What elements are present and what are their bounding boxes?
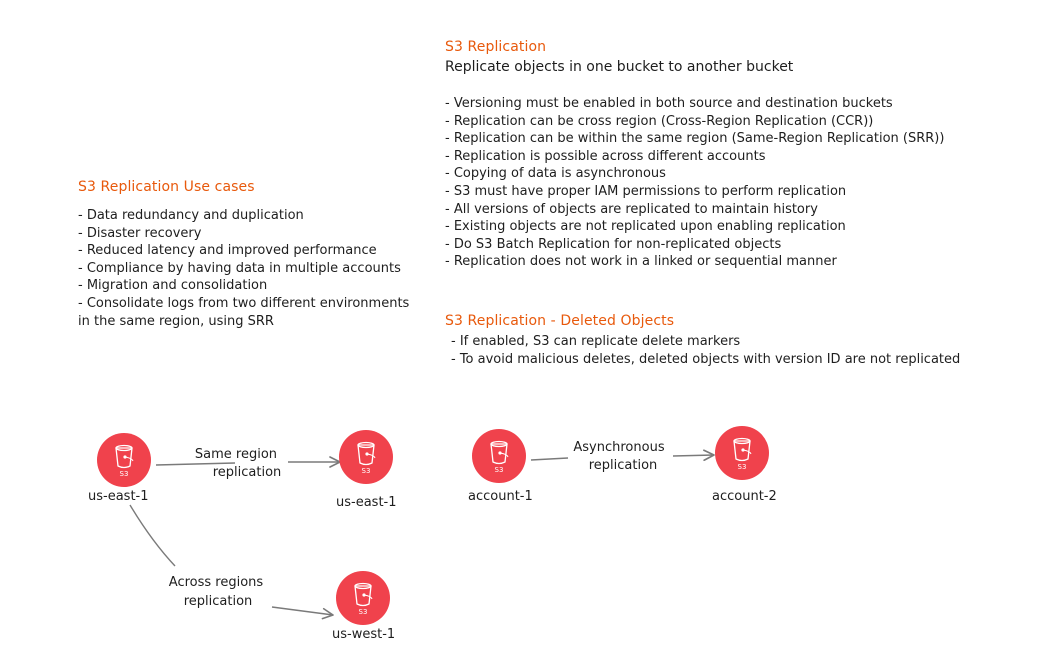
across-regions-arrow: [130, 505, 175, 566]
list-item: - Data redundancy and duplication: [78, 208, 304, 223]
list-item: - Replication can be cross region (Cross-Region Replication (CCR)): [445, 113, 874, 129]
async-label-line2: replication: [588, 458, 658, 473]
list-item: - Migration and consolidation: [78, 278, 268, 294]
list-item: - To avoid malicious deletes, deleted objects with version ID are not replicated: [451, 351, 961, 367]
list-item: - If enabled, S3 can replicate delete markers: [451, 334, 741, 349]
list-item: in the same region, using SRR: [78, 313, 274, 329]
node-label-src-east: us-east-1: [88, 489, 149, 504]
s3-replication-title: S3 Replication: [445, 39, 547, 55]
s3-bucket-icon: [339, 430, 393, 484]
node-label-dst-east: us-east-1: [336, 495, 397, 510]
list-item: - Versioning must be enabled in both source and destination buckets: [445, 96, 893, 111]
same-region-label-line2: replication: [212, 465, 282, 480]
async-arrow-head: [673, 455, 714, 456]
use-cases-title: S3 Replication Use cases: [78, 179, 255, 195]
list-item: - All versions of objects are replicated to maintain history: [445, 201, 818, 217]
list-item: - S3 must have proper IAM permissions to perform replication: [445, 183, 847, 199]
s3-bucket-icon: [97, 433, 151, 487]
list-item: - Replication does not work in a linked or sequential manner: [445, 254, 837, 270]
async-label-line1: Asynchronous: [573, 440, 665, 455]
list-item: - Replication can be within the same region (Same-Region Replication (SRR)): [445, 131, 945, 147]
across-regions-label-line1: Across regions: [168, 575, 264, 590]
list-item: - Copying of data is asynchronous: [445, 166, 666, 182]
async-arrow: [531, 458, 568, 460]
list-item: - Consolidate logs from two different environments: [78, 295, 410, 311]
s3-bucket-icon: [472, 429, 526, 483]
s3-icon-text: S3: [358, 608, 368, 616]
s3-icon-text: S3: [737, 463, 747, 471]
s3-bucket-icon: [715, 426, 769, 480]
s3-icon-text: S3: [494, 466, 504, 474]
node-label-account2: account-2: [712, 489, 777, 504]
list-item: - Compliance by having data in multiple accounts: [78, 260, 401, 276]
list-item: - Existing objects are not replicated upon enabling replication: [445, 219, 846, 235]
across-regions-label-line2: replication: [183, 594, 253, 609]
s3-icon-text: S3: [119, 470, 129, 478]
across-regions-arrow-head: [272, 607, 333, 615]
s3-replication-subtitle: Replicate objects in one bucket to another bucket: [445, 59, 794, 75]
same-region-label-line1: Same region: [194, 447, 278, 462]
list-item: - Do S3 Batch Replication for non-replicated objects: [445, 236, 782, 252]
s3-bucket-icon: [336, 571, 390, 625]
s3-icon-text: S3: [361, 467, 371, 475]
list-item: - Replication is possible across different accounts: [445, 148, 766, 164]
deleted-objects-title: S3 Replication - Deleted Objects: [445, 313, 675, 329]
list-item: - Disaster recovery: [78, 225, 202, 241]
node-label-account1: account-1: [468, 489, 533, 504]
list-item: - Reduced latency and improved performance: [78, 243, 377, 259]
node-label-dst-west: us-west-1: [332, 627, 396, 642]
